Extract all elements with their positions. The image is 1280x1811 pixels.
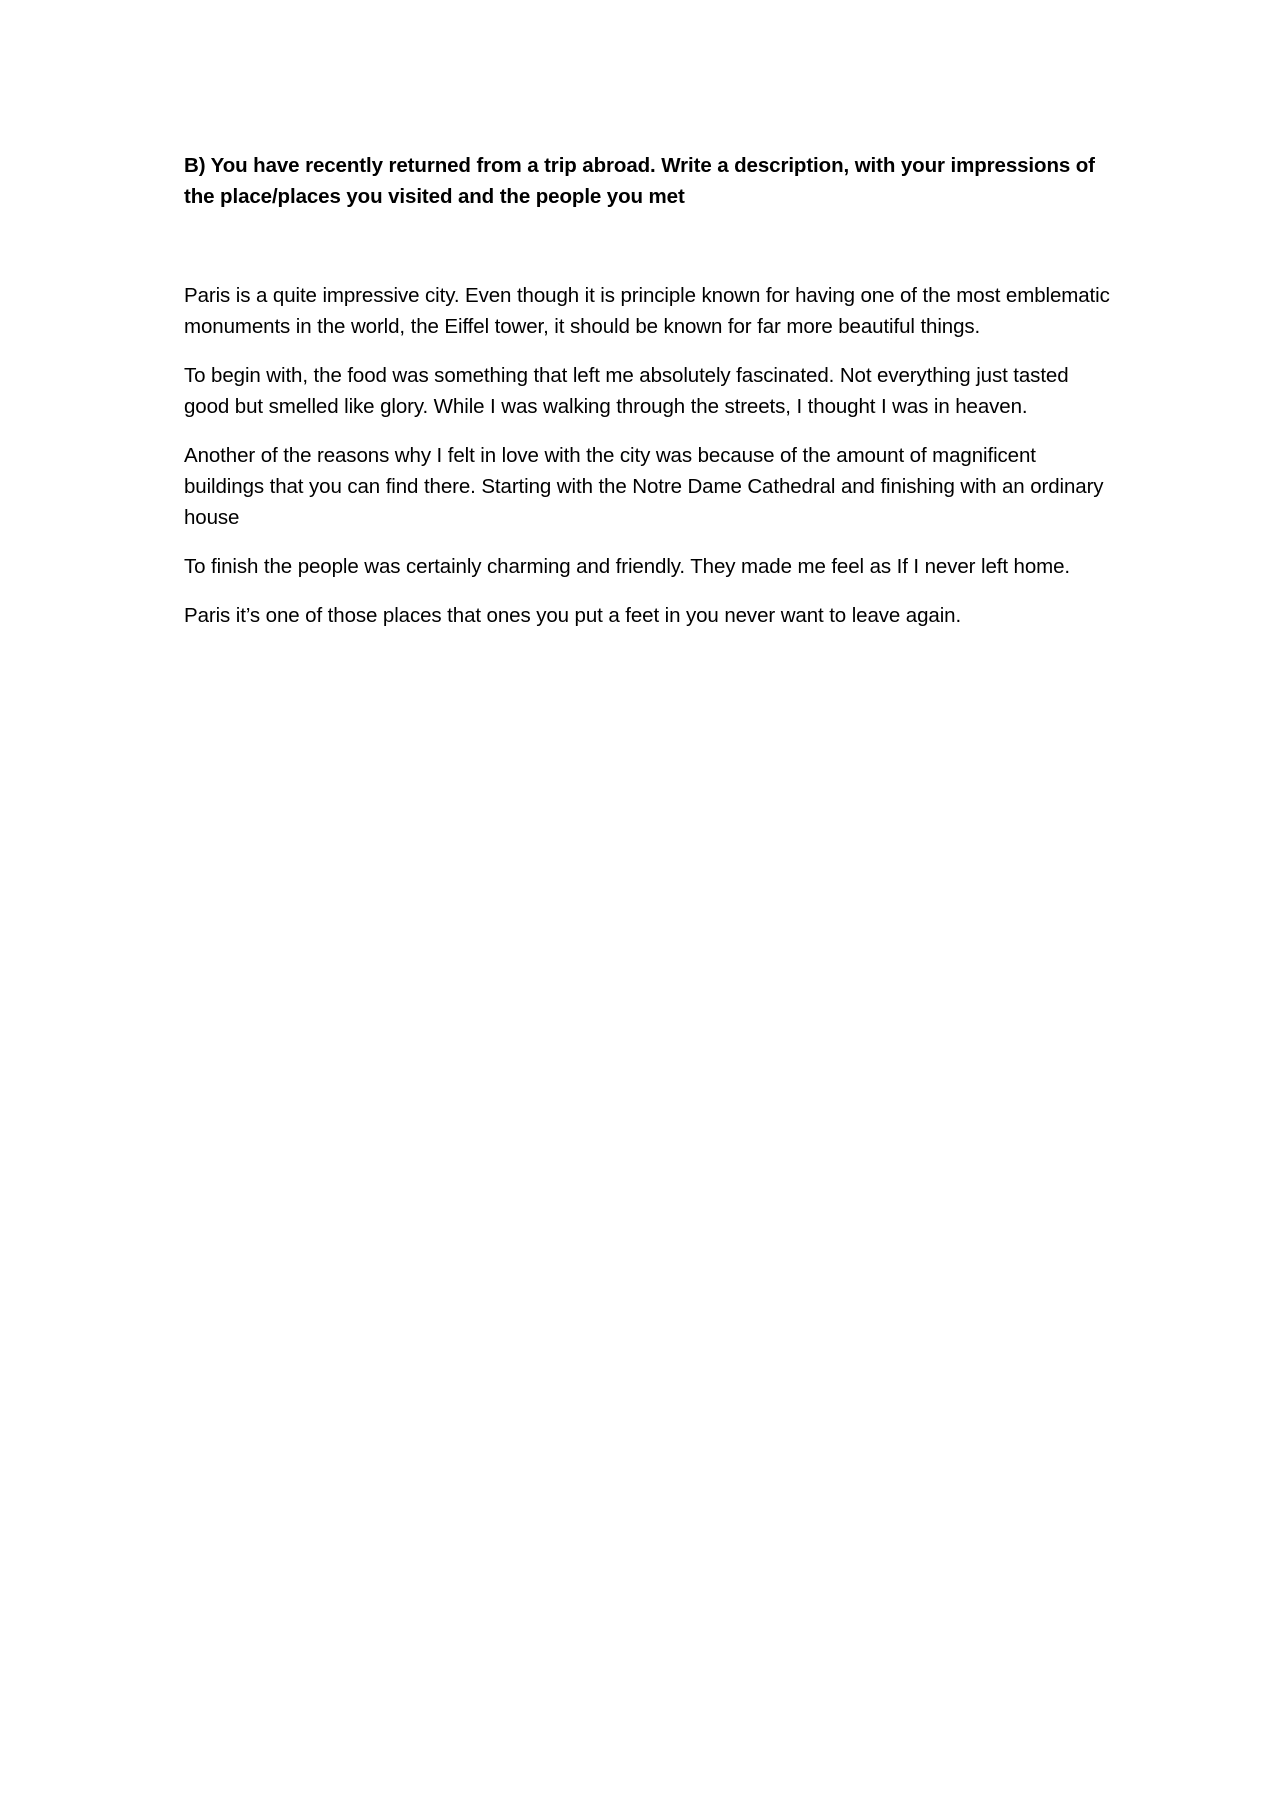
essay-paragraph-2: To begin with, the food was something that left me absolutely fascinated. Not everything just tasted good but smelled like glory. While I was walking through the streets, I thought I was in heaven. <box>184 364 1069 418</box>
essay-paragraph-5: Paris it’s one of those places that ones you put a feet in you never want to leave again. <box>184 604 962 627</box>
essay-paragraph-1: Paris is a quite impressive city. Even though it is principle known for having one of the most emblematic monuments in the world, the Eiffel tower, it should be known for far more beautiful things. <box>184 284 1110 338</box>
document-content <box>184 150 1114 649</box>
essay-paragraph-3: Another of the reasons why I felt in love with the city was because of the amount of magnificent buildings that you can find there. Starting with the Notre Dame Cathedral and finishing with an ordinary house <box>184 444 1104 529</box>
essay-body <box>184 280 1114 631</box>
essay-paragraph-4: To finish the people was certainly charming and friendly. They made me feel as If I never left home. <box>184 555 1071 578</box>
prompt-heading: B) You have recently returned from a trip abroad. Write a description, with your impressions of the place/places you visited and the people you met <box>184 154 1095 208</box>
